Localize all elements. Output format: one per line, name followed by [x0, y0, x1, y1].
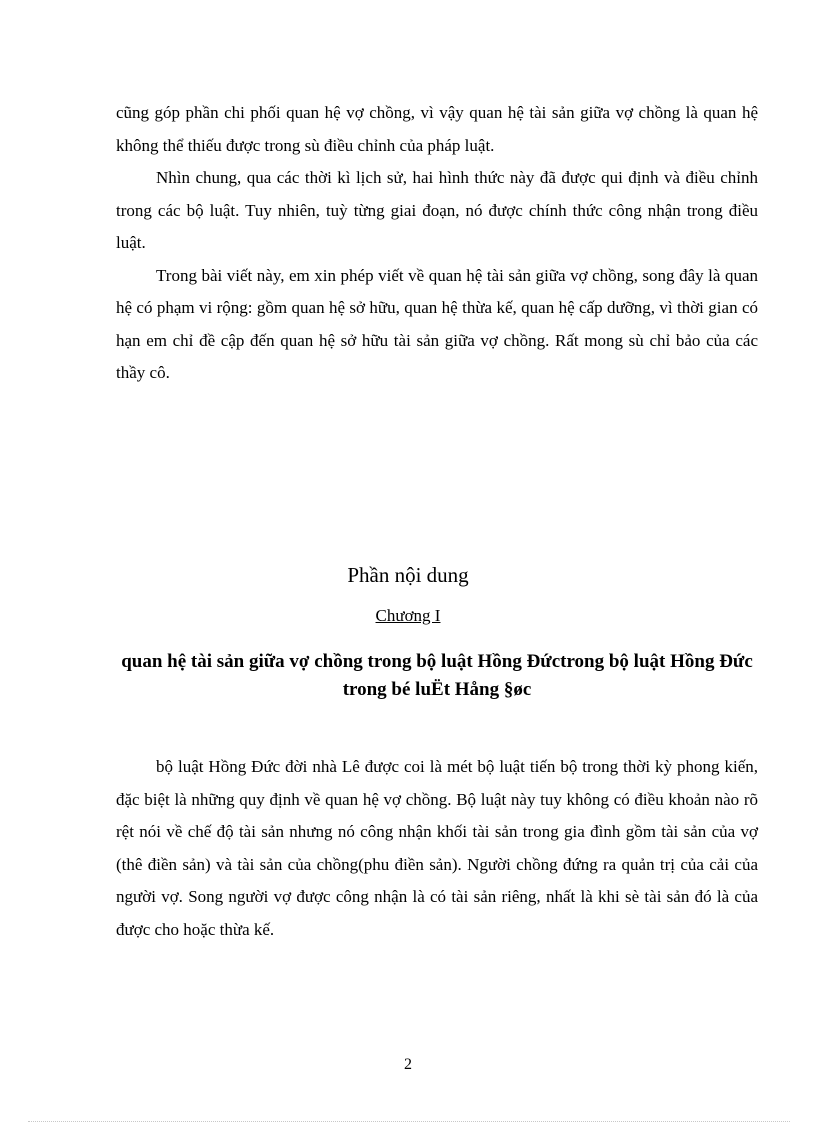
paragraph-overview: Nhìn chung, qua các thời kì lịch sử, hai hình thức này đã được qui định và điều chỉnh trong các bộ luật. Tuy nhiên, tuỳ từng giai đoạn, nó được chính thức công nhận trong điều luật.	[116, 168, 758, 252]
page-bottom-divider	[28, 1121, 790, 1122]
section-title: Phần nội dung	[347, 563, 469, 587]
paragraph-scope: Trong bài viết này, em xin phép viết về quan hệ tài sản giữa vợ chồng, song đây là quan hệ có phạm vi rộng: gồm quan hệ sở hữu, quan hệ thừa kế, quan hệ cấp dưỡng, vì thời gian có hạn em chỉ đề cập đến quan hệ sở hữu tài sản giữa vợ chồng. Rất mong sù chỉ bảo của các thầy cô.	[116, 265, 758, 382]
chapter-heading	[116, 648, 758, 704]
chapter-label: Chương I	[375, 606, 441, 625]
intro-text-block	[116, 97, 758, 390]
paragraph-hong-duc-code: bộ luật Hồng Đức đời nhà Lê được coi là mét bộ luật tiến bộ trong thời kỳ phong kiến, đặc biệt là những quy định về quan hệ vợ chồng. Bộ luật này tuy không có điều khoản nào rõ rệt nói về chế độ tài sản nhưng nó công nhận khối tài sản trong gia đình gồm tài sản của vợ (thê điền sản) và tài sản của chồng(phu điền sản). Người chồng đứng ra quản trị của cải của người vợ. Song người vợ được công nhận là có tài sản riêng, nhất là khi sè tài sản đó là của được cho hoặc thừa kế.	[116, 757, 758, 939]
page-number: 2	[404, 1056, 412, 1073]
paragraph-continuation: cũng góp phần chi phối quan hệ vợ chồng, vì vậy quan hệ tài sản giữa vợ chồng là quan hệ không thể thiếu được trong sù điều chỉnh của pháp luật.	[116, 103, 758, 155]
heading-line-1: quan hệ tài sản giữa vợ chồng trong bộ luật Hồng Đứctrong bộ luật Hồng Đức	[121, 651, 753, 672]
chapter-text-block	[116, 751, 758, 946]
heading-line-2: trong bé luËt Hång §øc	[342, 679, 532, 700]
